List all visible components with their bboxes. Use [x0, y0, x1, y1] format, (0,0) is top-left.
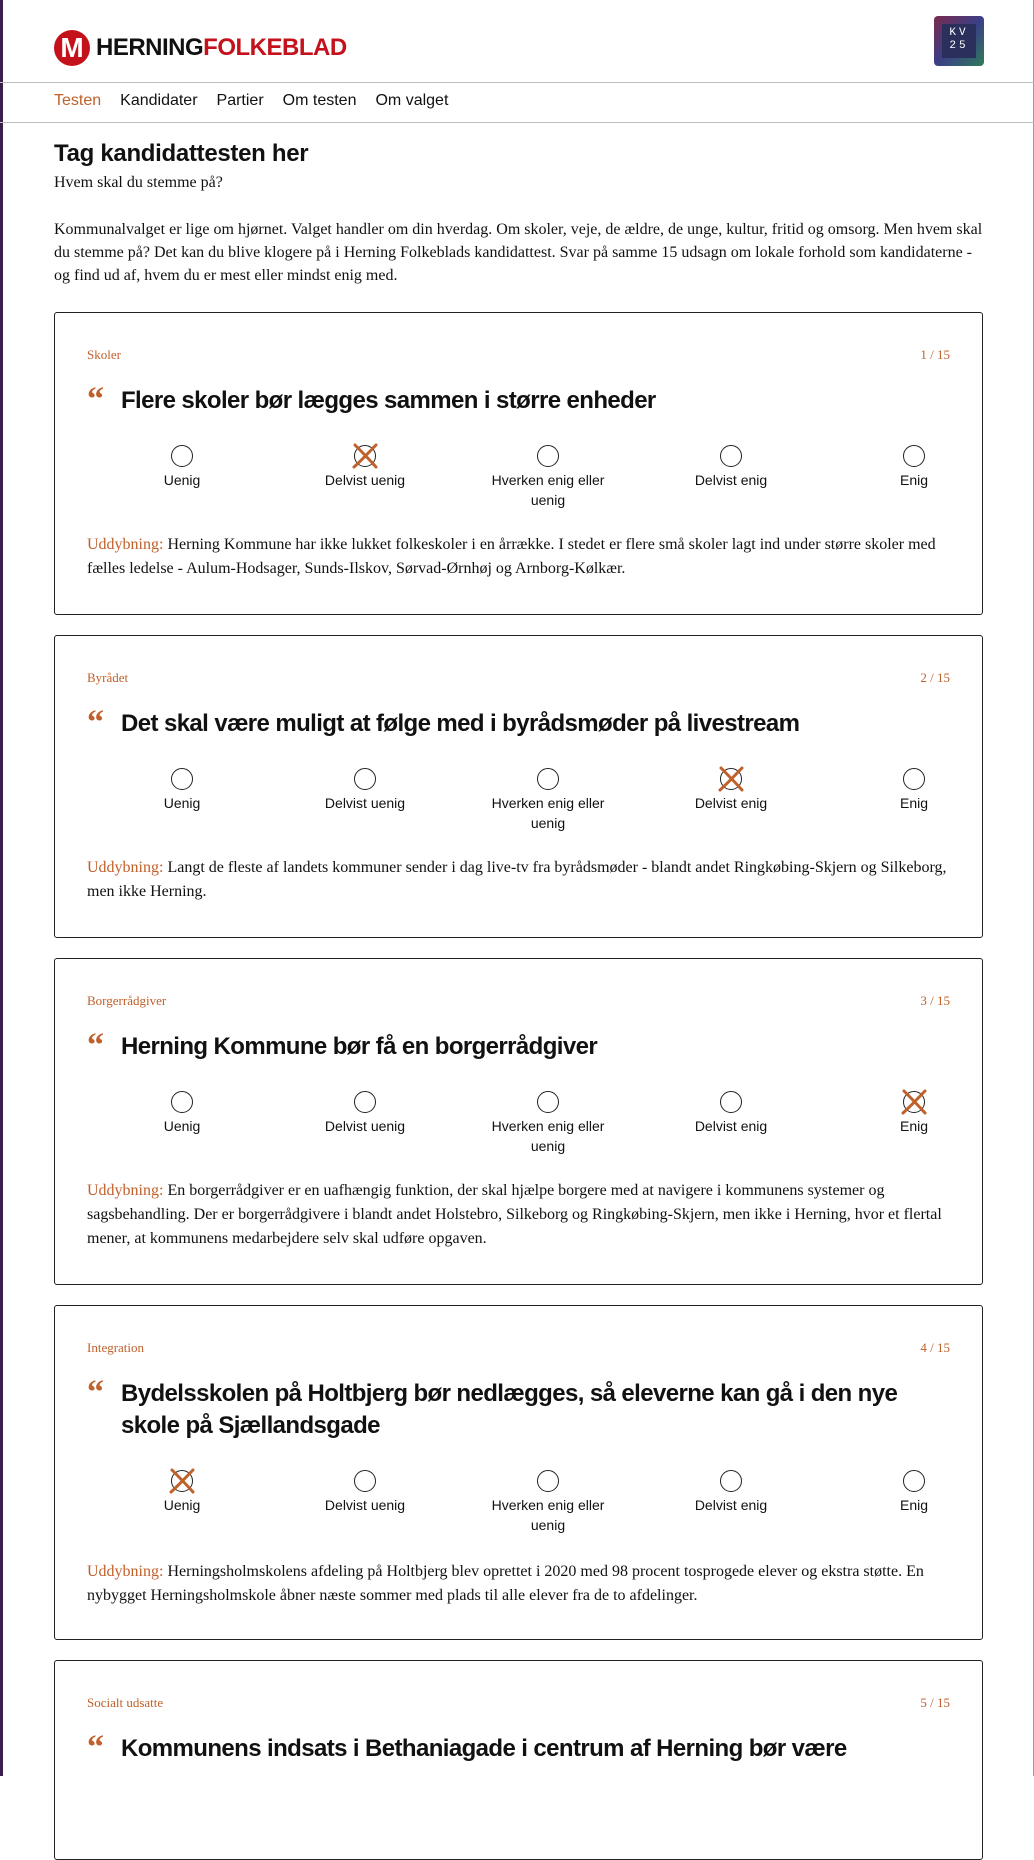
- question-counter: 3 / 15: [920, 993, 950, 1008]
- statement-text: Kommunens indsats i Bethaniagade i centrum af Herning bør være: [121, 1735, 847, 1762]
- question-category: Byrådet: [87, 670, 129, 685]
- explanation-label: Uddybning:: [87, 536, 164, 553]
- question-statement: [87, 1027, 927, 1064]
- answer-option-label: Uenig: [163, 472, 201, 488]
- radio-button[interactable]: [537, 1091, 559, 1113]
- nav-item-kandidater[interactable]: Kandidater: [120, 92, 198, 109]
- question-category: Integration: [87, 1340, 145, 1355]
- statement-text: Herning Kommune bør få en borgerrådgiver: [121, 1033, 598, 1060]
- answer-option-delvist-uenig[interactable]: [290, 1470, 440, 1515]
- badge-line-2: 25: [949, 40, 969, 52]
- question-statement: [87, 381, 927, 418]
- cross-mark-icon: [715, 763, 747, 795]
- answer-option-label: Enig: [899, 1118, 929, 1134]
- site-logo[interactable]: [54, 30, 347, 66]
- statement-text: Flere skoler bør lægges sammen i større enheder: [121, 387, 656, 414]
- badge-line-1: KV: [949, 27, 969, 39]
- quote-icon: “: [87, 1729, 104, 1766]
- cross-mark-icon: [349, 440, 381, 472]
- answer-option-delvist-enig[interactable]: [656, 768, 806, 813]
- quote-icon: “: [87, 704, 104, 741]
- answer-option-label: Hverken enig eller uenig: [491, 472, 605, 508]
- main-nav: [0, 83, 1034, 123]
- site-header: [0, 0, 1034, 83]
- answer-option-label: Delvist uenig: [324, 795, 406, 811]
- quote-icon: “: [87, 1374, 104, 1411]
- answer-option-hverken-enig-eller-uenig[interactable]: [473, 445, 623, 510]
- answer-option-label: Delvist uenig: [324, 1497, 406, 1513]
- radio-button[interactable]: [720, 1091, 742, 1113]
- radio-button[interactable]: [354, 445, 376, 467]
- explanation: [87, 1179, 947, 1251]
- question-category: Skoler: [87, 347, 121, 362]
- intro-text: Kommunalvalget er lige om hjørnet. Valget handler om din hverdag. Om skoler, veje, de ældre, de unge, kultur, fritid og omsorg. Men hvem skal du stemme på? Det kan du blive klogere på i Herning Folkeblads kandidattest. Svar på samme 15 udsagn om lokale forhold som kandidaterne - og find ud af, hvem du er mest eller mindst enig med.: [54, 221, 983, 284]
- radio-button[interactable]: [720, 768, 742, 790]
- answer-option-hverken-enig-eller-uenig[interactable]: [473, 768, 623, 833]
- answer-option-label: Hverken enig eller uenig: [491, 1497, 605, 1533]
- explanation: [87, 1560, 947, 1608]
- explanation-text: Herning Kommune har ikke lukket folkeskoler i en årrække. I stedet er flere små skoler lagt ind under større skoler med fælles ledelse - Aulum-Hodsager, Sunds-Ilskov, Sørvad-Ørnhøj og Arnborg-Kølkær.: [87, 536, 936, 577]
- answer-option-uenig[interactable]: [107, 768, 257, 813]
- explanation-text: Herningsholmskolens afdeling på Holtbjerg blev oprettet i 2020 med 98 procent tosprogede elever og ekstra støtte. En nybygget Herningsholmskole åbner næste sommer med plads til alle elever fra de to afdelinger.: [87, 1563, 924, 1604]
- question-card: [54, 312, 983, 615]
- answer-option-delvist-uenig[interactable]: [290, 445, 440, 490]
- answer-option-label: Delvist enig: [694, 472, 768, 488]
- answer-option-delvist-enig[interactable]: [656, 1091, 806, 1136]
- explanation-label: Uddybning:: [87, 1182, 164, 1199]
- logo-word-herning: HERNING: [96, 34, 204, 61]
- answer-option-label: Hverken enig eller uenig: [491, 795, 605, 831]
- question-counter: 1 / 15: [920, 347, 950, 362]
- radio-button[interactable]: [720, 445, 742, 467]
- question-statement: [87, 704, 927, 741]
- radio-button[interactable]: [903, 768, 925, 790]
- explanation-label: Uddybning:: [87, 859, 164, 876]
- logo-word-folkeblad: FOLKEBLAD: [203, 34, 347, 61]
- radio-button[interactable]: [354, 768, 376, 790]
- radio-button[interactable]: [171, 768, 193, 790]
- answer-option-label: Enig: [899, 1497, 929, 1513]
- answer-option-label: Delvist uenig: [324, 1118, 406, 1134]
- nav-item-om-testen[interactable]: Om testen: [282, 92, 357, 109]
- radio-button[interactable]: [354, 1091, 376, 1113]
- answer-option-delvist-enig[interactable]: [656, 445, 806, 490]
- question-counter: 4 / 15: [920, 1340, 950, 1355]
- explanation: [87, 533, 947, 581]
- radio-button[interactable]: [354, 1470, 376, 1492]
- question-category: Socialt udsatte: [87, 1695, 164, 1710]
- radio-button[interactable]: [903, 1091, 925, 1113]
- election-badge-text: [942, 24, 976, 58]
- answer-option-uenig[interactable]: [107, 1091, 257, 1136]
- cross-mark-icon: [898, 1086, 930, 1118]
- question-card: [54, 958, 983, 1285]
- radio-button[interactable]: [537, 1470, 559, 1492]
- radio-button[interactable]: [537, 445, 559, 467]
- answer-option-label: Hverken enig eller uenig: [491, 1118, 605, 1154]
- question-statement: [87, 1374, 927, 1442]
- answer-option-delvist-uenig[interactable]: [290, 768, 440, 813]
- answer-option-label: Delvist enig: [694, 1118, 768, 1134]
- nav-item-partier[interactable]: Partier: [216, 92, 264, 109]
- election-badge-icon: [934, 16, 984, 66]
- answer-option-label: Uenig: [163, 1118, 201, 1134]
- answer-options: [87, 768, 951, 838]
- radio-button[interactable]: [903, 1470, 925, 1492]
- answer-option-label: Uenig: [163, 1497, 201, 1513]
- radio-button[interactable]: [171, 445, 193, 467]
- answer-option-enig[interactable]: [839, 1091, 989, 1136]
- radio-button[interactable]: [903, 445, 925, 467]
- question-counter: 2 / 15: [920, 670, 950, 685]
- explanation-text: En borgerrådgiver er en uafhængig funktion, der skal hjælpe borgere med at navigere i kommunens systemer og sagsbehandling. Der er borgerrådgivere i blandt andet Holstebro, Silkeborg og Ringkøbing-Skjern, men ikke i Herning, hvor et flertal mener, at kommunens medarbejdere selv skal udføre opgaven.: [87, 1182, 942, 1247]
- question-category: Borgerrådgiver: [87, 993, 167, 1008]
- answer-options: [87, 1470, 951, 1540]
- quote-icon: “: [87, 381, 104, 418]
- answer-option-label: Delvist enig: [694, 1497, 768, 1513]
- answer-options: [87, 445, 951, 515]
- question-card: [54, 1660, 983, 1860]
- radio-button[interactable]: [171, 1470, 193, 1492]
- answer-option-delvist-enig[interactable]: [656, 1470, 806, 1515]
- logo-mark-icon: M: [54, 30, 90, 66]
- answer-option-uenig[interactable]: [107, 1470, 257, 1515]
- answer-option-label: Enig: [899, 795, 929, 811]
- logo-wordmark: [96, 34, 347, 62]
- window-frame-left: [0, 0, 3, 1776]
- radio-button[interactable]: [171, 1091, 193, 1113]
- cross-mark-icon: [166, 1465, 198, 1497]
- answer-options: [87, 1091, 951, 1161]
- explanation: [87, 856, 947, 904]
- nav-item-om-valget[interactable]: Om valget: [375, 92, 449, 109]
- answer-option-label: Delvist uenig: [324, 472, 406, 488]
- answer-option-uenig[interactable]: [107, 445, 257, 490]
- answer-option-label: Uenig: [163, 795, 201, 811]
- page-title: Tag kandidattesten her: [54, 140, 309, 167]
- answer-option-enig[interactable]: [839, 768, 989, 813]
- quote-icon: “: [87, 1027, 104, 1064]
- question-card: [54, 1305, 983, 1640]
- answer-option-label: Enig: [899, 472, 929, 488]
- question-counter: 5 / 15: [920, 1695, 950, 1710]
- answer-option-label: Delvist enig: [694, 795, 768, 811]
- page-subtitle: Hvem skal du stemme på?: [54, 174, 223, 191]
- answer-option-hverken-enig-eller-uenig[interactable]: [473, 1470, 623, 1535]
- question-card: [54, 635, 983, 938]
- statement-text: Bydelsskolen på Holtbjerg bør nedlægges, så eleverne kan gå i den nye skole på Sjællandsgade: [121, 1380, 898, 1439]
- answer-option-delvist-uenig[interactable]: [290, 1091, 440, 1136]
- explanation-label: Uddybning:: [87, 1563, 164, 1580]
- nav-item-testen[interactable]: Testen: [54, 92, 102, 109]
- radio-button[interactable]: [720, 1470, 742, 1492]
- explanation-text: Langt de fleste af landets kommuner sender i dag live-tv fra byrådsmøder - blandt andet Ringkøbing-Skjern og Silkeborg, men ikke Herning.: [87, 859, 947, 900]
- question-statement: [87, 1729, 927, 1766]
- intro-section: [54, 140, 984, 287]
- answer-option-enig[interactable]: [839, 1470, 989, 1515]
- answer-option-hverken-enig-eller-uenig[interactable]: [473, 1091, 623, 1156]
- answer-option-enig[interactable]: [839, 445, 989, 490]
- radio-button[interactable]: [537, 768, 559, 790]
- statement-text: Det skal være muligt at følge med i byrådsmøder på livestream: [121, 710, 800, 737]
